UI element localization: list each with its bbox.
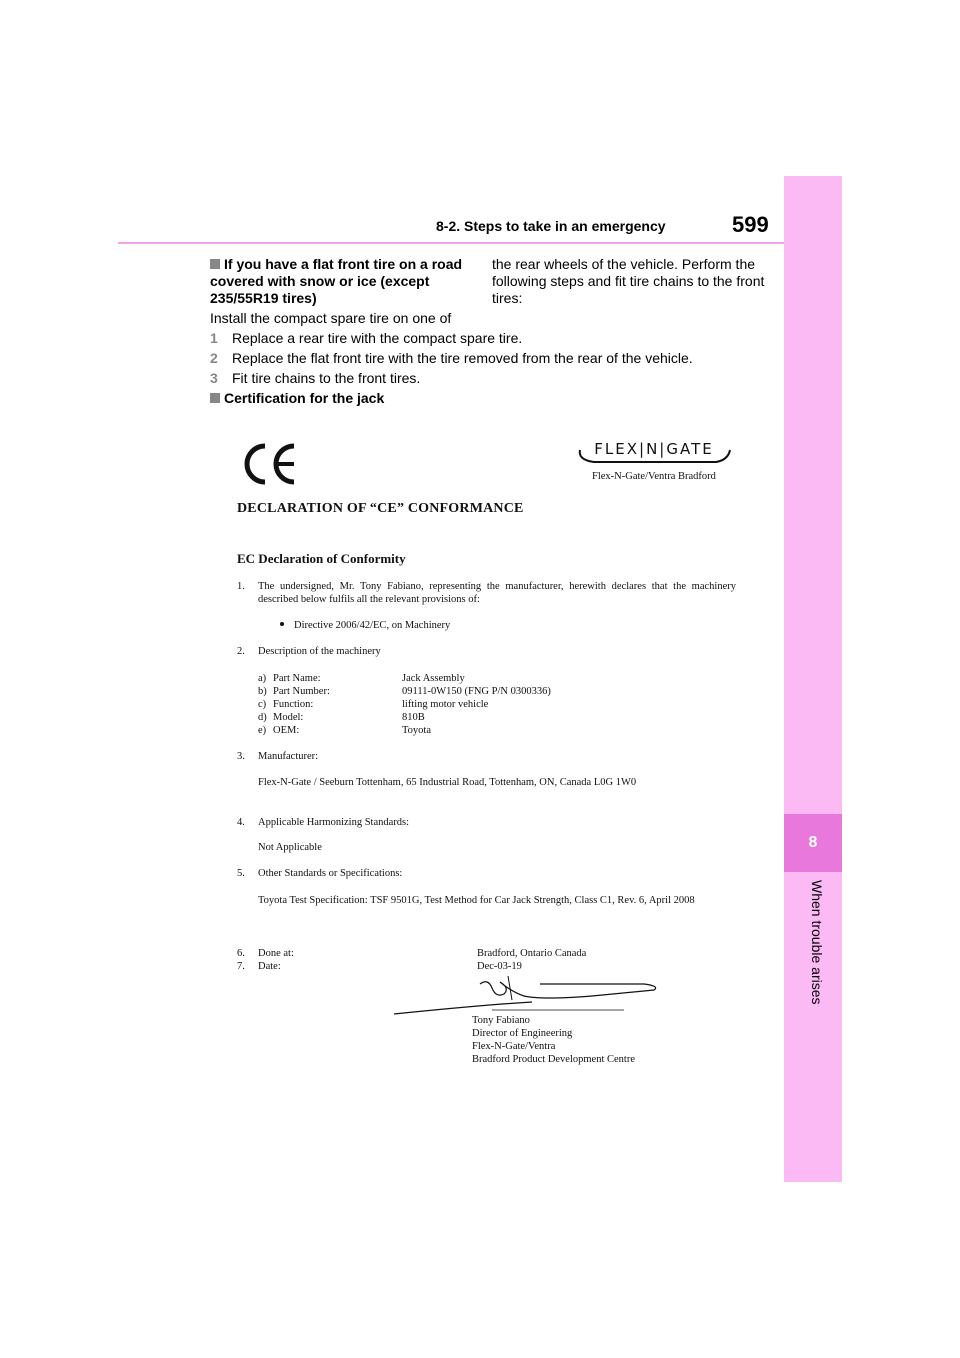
- machinery-specs: [258, 672, 598, 737]
- signatory-title: Director of Engineering: [472, 1028, 573, 1039]
- cert-heading-text: Certification for the jack: [224, 390, 385, 406]
- spec-row: [258, 672, 598, 685]
- spec-label: Part Number:: [273, 686, 330, 697]
- signatory-name: Tony Fabiano: [472, 1015, 530, 1026]
- spec-row: [258, 685, 598, 698]
- spec-value: lifting motor vehicle: [402, 699, 489, 710]
- section-title: 8-2. Steps to take in an emergency: [436, 218, 666, 234]
- spec-row: [258, 724, 598, 737]
- item-value: Bradford, Ontario Canada: [477, 948, 587, 959]
- step-text: Replace the flat front tire with the tire removed from the rear of the vehicle.: [232, 350, 693, 366]
- item-number: 4.: [237, 817, 245, 828]
- spec-letter: e): [258, 725, 267, 736]
- item-text: Description of the machinery: [258, 646, 381, 657]
- cert-heading: [210, 390, 384, 406]
- step-number: 1: [210, 330, 218, 346]
- step-number: 3: [210, 370, 218, 386]
- spec-value: Toyota: [402, 725, 432, 736]
- item-text: Other Standards or Specifications:: [258, 868, 403, 879]
- bullet-dot-icon: [280, 622, 284, 626]
- item-number: 7.: [237, 961, 245, 972]
- spec-label: OEM:: [273, 725, 300, 736]
- spec-label: Function:: [273, 699, 314, 710]
- page-number: 599: [732, 212, 769, 237]
- step-item: [210, 328, 693, 348]
- spec-value: 810B: [402, 712, 425, 723]
- step-text: Replace a rear tire with the compact spare tire.: [232, 330, 523, 346]
- signatory-block: [472, 1014, 635, 1066]
- chapter-number-tab[interactable]: 8: [784, 814, 842, 872]
- item-number: 6.: [237, 948, 245, 959]
- subheading-text: If you have a flat front tire on a road covered with snow or ice (except 235/55R19 tires): [210, 256, 463, 306]
- chapter-title-vertical: When trouble arises: [809, 880, 825, 1005]
- manufacturer-text: Flex-N-Gate / Seeburn Tottenham, 65 Industrial Road, Tottenham, ON, Canada L0G 1W0: [258, 777, 637, 788]
- spec-label: Model:: [273, 712, 304, 723]
- item-number: 2.: [237, 646, 245, 657]
- step-text: Fit tire chains to the front tires.: [232, 370, 421, 386]
- subheading-flat-front-tire: [210, 256, 480, 307]
- step-item: [210, 368, 693, 388]
- item-label: Date:: [258, 961, 281, 972]
- right-column-text: the rear wheels of the vehicle. Perform the following steps and fit tire chains to the front tires:: [492, 256, 765, 306]
- other-standards-text: Toyota Test Specification: TSF 9501G, Test Method for Car Jack Strength, Class C1, Rev. 6, April 2008: [258, 895, 695, 906]
- signature-image: [392, 974, 662, 1018]
- spec-letter: a): [258, 673, 267, 684]
- ce-certificate: [232, 426, 742, 1076]
- chapter-sidebar: [784, 176, 842, 1182]
- spec-letter: b): [258, 686, 267, 697]
- flex-n-gate-logo: [576, 434, 732, 468]
- spec-value: 09111-0W150 (FNG P/N 0300336): [402, 686, 551, 697]
- step-number: 2: [210, 350, 218, 366]
- spec-letter: c): [258, 699, 267, 710]
- ce-mark-icon: [238, 440, 302, 488]
- step-item: [210, 348, 693, 368]
- company-subtitle: Flex-N-Gate/Ventra Bradford: [592, 471, 716, 482]
- square-bullet-icon: [210, 259, 220, 269]
- item-label: Done at:: [258, 948, 294, 959]
- signatory-centre: Bradford Product Development Centre: [472, 1054, 635, 1065]
- spec-row: [258, 711, 598, 724]
- square-bullet-icon: [210, 393, 220, 403]
- header-divider: [118, 242, 784, 244]
- spec-label: Part Name:: [273, 673, 321, 684]
- item-text: Manufacturer:: [258, 751, 319, 762]
- signatory-company: Flex-N-Gate/Ventra: [472, 1041, 556, 1052]
- steps-list: [210, 328, 693, 388]
- spec-value: Jack Assembly: [402, 673, 465, 684]
- cert-item-1: [237, 580, 737, 606]
- item-value: Dec-03-19: [477, 961, 522, 972]
- intro-line: Install the compact spare tire on one of: [210, 310, 452, 326]
- flex-n-gate-logo-text: FLEX|N|GATE: [594, 440, 714, 458]
- other-standards-value: [237, 894, 737, 920]
- ec-declaration-title: EC Declaration of Conformity: [237, 551, 406, 566]
- declaration-title: DECLARATION OF “CE” CONFORMANCE: [237, 501, 524, 516]
- directive-text: Directive 2006/42/EC, on Machinery: [294, 620, 451, 631]
- harmonizing-text: Not Applicable: [258, 842, 322, 853]
- item-number: 5.: [237, 868, 245, 879]
- directive-bullet: [280, 619, 450, 632]
- item-number: 1.: [237, 581, 245, 592]
- spec-letter: d): [258, 712, 267, 723]
- item-text: The undersigned, Mr. Tony Fabiano, representing the manufacturer, herewith declares that the machinery described below fulfils all the relevant provisions of:: [258, 581, 736, 605]
- item-text: Applicable Harmonizing Standards:: [258, 817, 410, 828]
- item-number: 3.: [237, 751, 245, 762]
- spec-row: [258, 698, 598, 711]
